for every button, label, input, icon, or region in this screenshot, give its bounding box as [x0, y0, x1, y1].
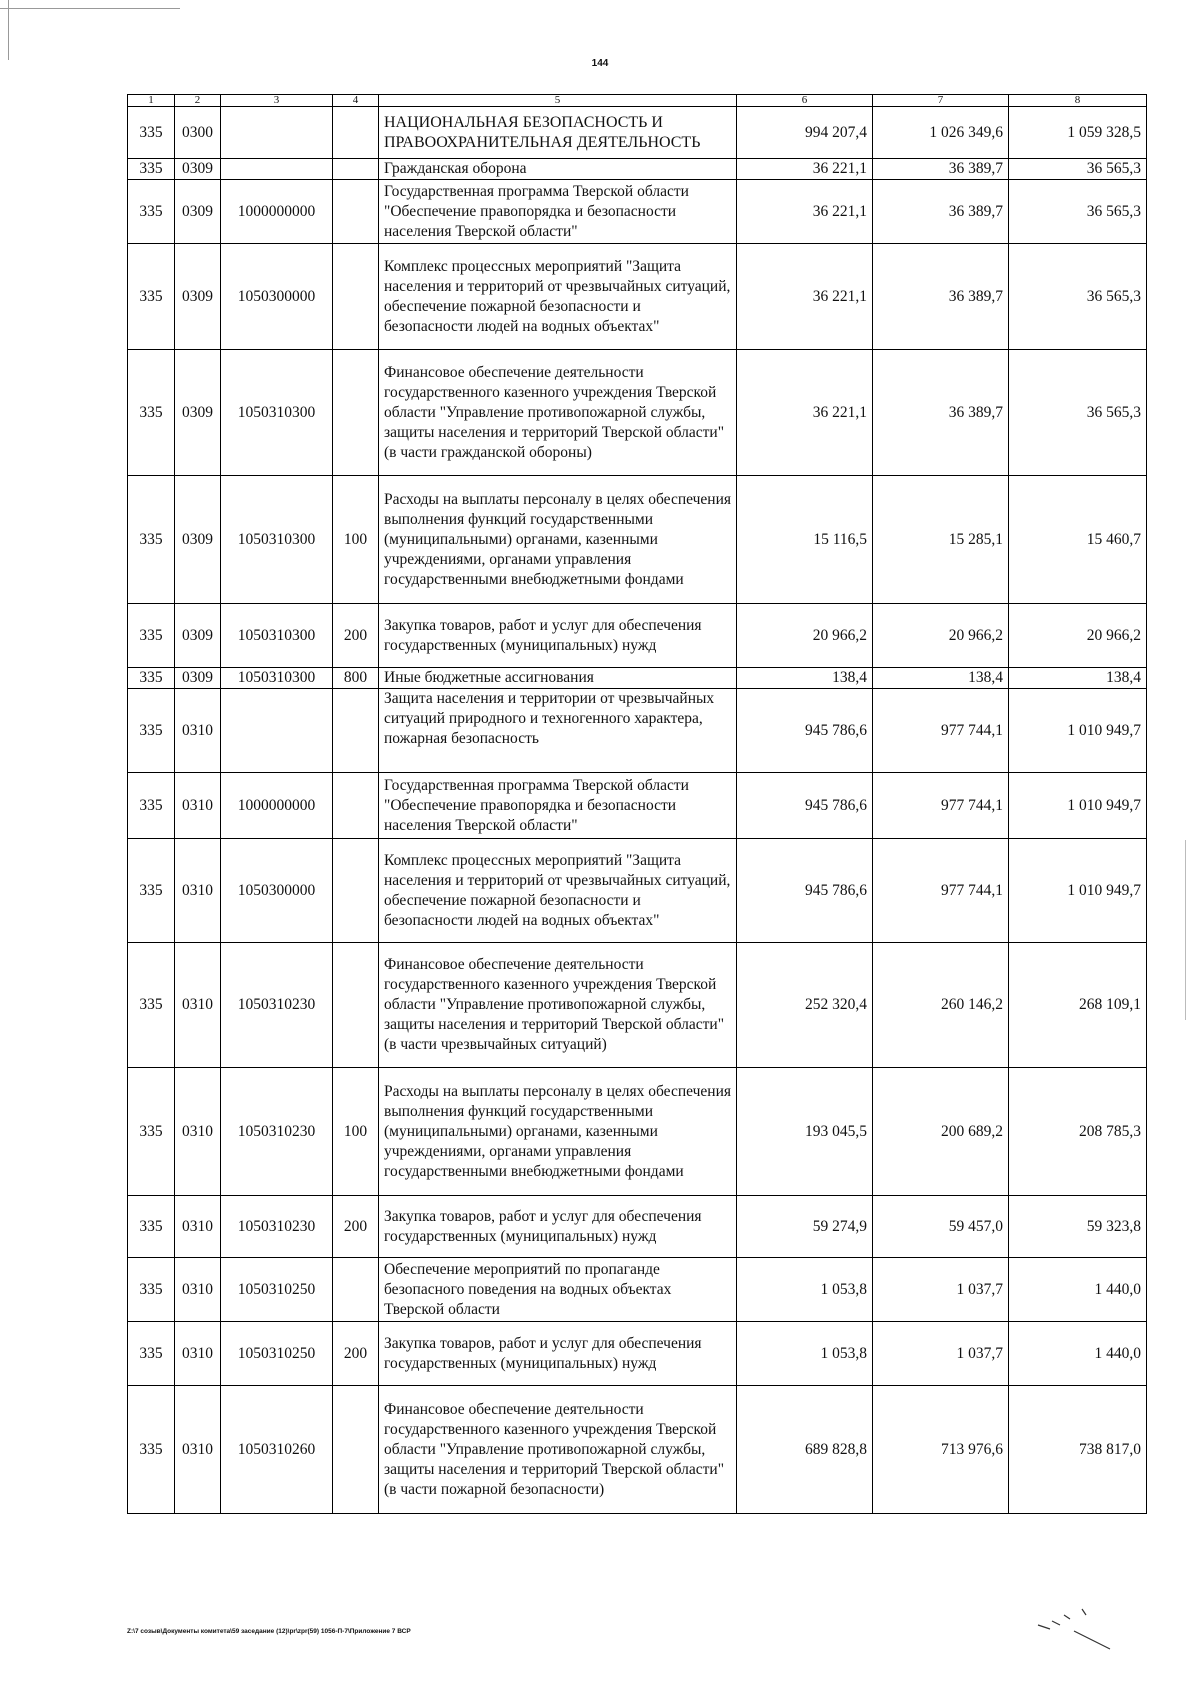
cell-department: 335 [128, 773, 175, 839]
cell-target-article: 1050310250 [221, 1322, 333, 1386]
column-header: 7 [873, 95, 1009, 107]
cell-year-3: 208 785,3 [1009, 1068, 1147, 1196]
cell-department: 335 [128, 476, 175, 604]
cell-department: 335 [128, 604, 175, 668]
table-row [128, 668, 1147, 689]
cell-department: 335 [128, 350, 175, 476]
cell-year-3: 138,4 [1009, 668, 1147, 689]
cell-year-3: 36 565,3 [1009, 159, 1147, 180]
cell-section: 0310 [175, 689, 221, 773]
signature-mark [1030, 1595, 1120, 1655]
cell-year-3: 20 966,2 [1009, 604, 1147, 668]
cell-expense-type: 800 [333, 668, 379, 689]
cell-department: 335 [128, 1068, 175, 1196]
cell-department: 335 [128, 107, 175, 159]
cell-year-2: 59 457,0 [873, 1196, 1009, 1258]
cell-target-article: 1050310300 [221, 350, 333, 476]
cell-target-article: 1050310250 [221, 1258, 333, 1322]
cell-year-1: 36 221,1 [737, 244, 873, 350]
cell-year-1: 15 116,5 [737, 476, 873, 604]
cell-year-1: 689 828,8 [737, 1386, 873, 1514]
cell-year-3: 268 109,1 [1009, 943, 1147, 1068]
cell-department: 335 [128, 943, 175, 1068]
cell-section: 0309 [175, 350, 221, 476]
cell-name: Финансовое обеспечение деятельности государственного казенного учреждения Тверской области "Управление противопожарной службы, защиты населения и территорий Тверской области" (в части чрезвычайных ситуаций) [379, 943, 737, 1068]
cell-target-article: 1050310230 [221, 1196, 333, 1258]
cell-year-2: 977 744,1 [873, 839, 1009, 943]
cell-year-2: 977 744,1 [873, 773, 1009, 839]
column-number-row [128, 95, 1147, 107]
cell-expense-type [333, 159, 379, 180]
cell-year-3: 1 010 949,7 [1009, 839, 1147, 943]
cell-section: 0310 [175, 1322, 221, 1386]
cell-section: 0310 [175, 1068, 221, 1196]
cell-year-2: 1 037,7 [873, 1258, 1009, 1322]
cell-name: Государственная программа Тверской области "Обеспечение правопорядка и безопасности населения Тверской области" [379, 773, 737, 839]
column-header: 2 [175, 95, 221, 107]
cell-target-article: 1050300000 [221, 839, 333, 943]
cell-year-3: 1 440,0 [1009, 1322, 1147, 1386]
cell-target-article [221, 107, 333, 159]
cell-year-1: 59 274,9 [737, 1196, 873, 1258]
table-row [128, 1322, 1147, 1386]
table-row [128, 689, 1147, 773]
cell-department: 335 [128, 1386, 175, 1514]
cell-name: Комплекс процессных мероприятий "Защита населения и территорий от чрезвычайных ситуаций, обеспечение пожарной безопасности и безопасности людей на водных объектах" [379, 244, 737, 350]
cell-name: НАЦИОНАЛЬНАЯ БЕЗОПАСНОСТЬ И ПРАВООХРАНИТЕЛЬНАЯ ДЕЯТЕЛЬНОСТЬ [379, 107, 737, 159]
cell-target-article: 1000000000 [221, 773, 333, 839]
cell-year-1: 1 053,8 [737, 1322, 873, 1386]
cell-expense-type: 200 [333, 604, 379, 668]
scan-line-right [1185, 840, 1186, 1020]
budget-table [127, 94, 1147, 1514]
cell-year-2: 977 744,1 [873, 689, 1009, 773]
cell-name: Финансовое обеспечение деятельности государственного казенного учреждения Тверской области "Управление противопожарной службы, защиты населения и территорий Тверской области" (в части гражданской обороны) [379, 350, 737, 476]
column-header: 1 [128, 95, 175, 107]
table-row [128, 159, 1147, 180]
cell-target-article: 1050310300 [221, 668, 333, 689]
cell-year-2: 20 966,2 [873, 604, 1009, 668]
table-row [128, 1196, 1147, 1258]
column-header: 4 [333, 95, 379, 107]
cell-expense-type [333, 107, 379, 159]
column-header: 5 [379, 95, 737, 107]
cell-year-1: 994 207,4 [737, 107, 873, 159]
cell-year-2: 200 689,2 [873, 1068, 1009, 1196]
cell-name: Расходы на выплаты персоналу в целях обеспечения выполнения функций государственными (муниципальными) органами, казенными учреждениями, органами управления государственными внебюджетными фондами [379, 476, 737, 604]
cell-name: Государственная программа Тверской области "Обеспечение правопорядка и безопасности населения Тверской области" [379, 180, 737, 244]
cell-expense-type [333, 839, 379, 943]
cell-year-2: 36 389,7 [873, 180, 1009, 244]
table-row [128, 943, 1147, 1068]
cell-year-2: 15 285,1 [873, 476, 1009, 604]
cell-expense-type: 100 [333, 1068, 379, 1196]
page-number: 144 [591, 58, 609, 69]
cell-department: 335 [128, 159, 175, 180]
cell-year-3: 738 817,0 [1009, 1386, 1147, 1514]
table-row [128, 244, 1147, 350]
cell-target-article: 1050310300 [221, 604, 333, 668]
cell-section: 0310 [175, 773, 221, 839]
cell-year-1: 945 786,6 [737, 689, 873, 773]
cell-year-1: 36 221,1 [737, 159, 873, 180]
cell-year-1: 252 320,4 [737, 943, 873, 1068]
scan-line-top [0, 8, 180, 9]
cell-section: 0309 [175, 159, 221, 180]
cell-year-1: 1 053,8 [737, 1258, 873, 1322]
cell-section: 0309 [175, 476, 221, 604]
cell-year-3: 1 010 949,7 [1009, 689, 1147, 773]
cell-expense-type [333, 689, 379, 773]
cell-expense-type: 200 [333, 1322, 379, 1386]
cell-section: 0309 [175, 180, 221, 244]
table-row [128, 1258, 1147, 1322]
cell-department: 335 [128, 839, 175, 943]
cell-year-3: 1 010 949,7 [1009, 773, 1147, 839]
cell-year-2: 36 389,7 [873, 350, 1009, 476]
table-row [128, 350, 1147, 476]
cell-expense-type [333, 1386, 379, 1514]
cell-name: Закупка товаров, работ и услуг для обеспечения государственных (муниципальных) нужд [379, 1322, 737, 1386]
cell-name: Закупка товаров, работ и услуг для обеспечения государственных (муниципальных) нужд [379, 604, 737, 668]
cell-year-3: 36 565,3 [1009, 180, 1147, 244]
cell-section: 0309 [175, 604, 221, 668]
cell-year-1: 945 786,6 [737, 839, 873, 943]
cell-year-2: 36 389,7 [873, 244, 1009, 350]
cell-name: Финансовое обеспечение деятельности государственного казенного учреждения Тверской области "Управление противопожарной службы, защиты населения и территорий Тверской области" (в части пожарной безопасности) [379, 1386, 737, 1514]
cell-year-1: 945 786,6 [737, 773, 873, 839]
cell-target-article: 1050310260 [221, 1386, 333, 1514]
cell-name: Обеспечение мероприятий по пропаганде безопасного поведения на водных объектах Тверской области [379, 1258, 737, 1322]
cell-section: 0310 [175, 1196, 221, 1258]
cell-name: Комплекс процессных мероприятий "Защита населения и территорий от чрезвычайных ситуаций, обеспечение пожарной безопасности и безопасности людей на водных объектах" [379, 839, 737, 943]
cell-year-2: 138,4 [873, 668, 1009, 689]
cell-name: Иные бюджетные ассигнования [379, 668, 737, 689]
scan-line-left [8, 0, 9, 60]
cell-year-1: 36 221,1 [737, 350, 873, 476]
cell-department: 335 [128, 689, 175, 773]
table-row [128, 604, 1147, 668]
cell-target-article [221, 159, 333, 180]
cell-target-article: 1050300000 [221, 244, 333, 350]
cell-name: Расходы на выплаты персоналу в целях обеспечения выполнения функций государственными (муниципальными) органами, казенными учреждениями, органами управления государственными внебюджетными фондами [379, 1068, 737, 1196]
cell-department: 335 [128, 1258, 175, 1322]
cell-target-article: 1000000000 [221, 180, 333, 244]
cell-expense-type [333, 244, 379, 350]
cell-target-article: 1050310230 [221, 943, 333, 1068]
cell-year-3: 36 565,3 [1009, 350, 1147, 476]
cell-year-2: 260 146,2 [873, 943, 1009, 1068]
cell-expense-type [333, 773, 379, 839]
cell-section: 0310 [175, 943, 221, 1068]
cell-year-3: 1 440,0 [1009, 1258, 1147, 1322]
table-row [128, 476, 1147, 604]
cell-name: Закупка товаров, работ и услуг для обеспечения государственных (муниципальных) нужд [379, 1196, 737, 1258]
cell-year-3: 59 323,8 [1009, 1196, 1147, 1258]
cell-department: 335 [128, 1196, 175, 1258]
cell-expense-type: 100 [333, 476, 379, 604]
cell-target-article [221, 689, 333, 773]
cell-section: 0310 [175, 839, 221, 943]
cell-target-article: 1050310300 [221, 476, 333, 604]
cell-section: 0310 [175, 1386, 221, 1514]
cell-expense-type: 200 [333, 1196, 379, 1258]
table-row [128, 1068, 1147, 1196]
cell-year-2: 1 026 349,6 [873, 107, 1009, 159]
table-row [128, 839, 1147, 943]
cell-department: 335 [128, 1322, 175, 1386]
cell-year-2: 36 389,7 [873, 159, 1009, 180]
cell-year-1: 138,4 [737, 668, 873, 689]
cell-year-1: 36 221,1 [737, 180, 873, 244]
cell-department: 335 [128, 668, 175, 689]
cell-year-3: 36 565,3 [1009, 244, 1147, 350]
cell-department: 335 [128, 244, 175, 350]
cell-year-2: 1 037,7 [873, 1322, 1009, 1386]
column-header: 8 [1009, 95, 1147, 107]
table-row [128, 773, 1147, 839]
cell-year-1: 20 966,2 [737, 604, 873, 668]
table-body [128, 107, 1147, 1514]
cell-expense-type [333, 1258, 379, 1322]
cell-section: 0309 [175, 668, 221, 689]
cell-year-2: 713 976,6 [873, 1386, 1009, 1514]
table-row [128, 107, 1147, 159]
cell-expense-type [333, 180, 379, 244]
cell-year-3: 15 460,7 [1009, 476, 1147, 604]
cell-name: Гражданская оборона [379, 159, 737, 180]
cell-target-article: 1050310230 [221, 1068, 333, 1196]
cell-year-3: 1 059 328,5 [1009, 107, 1147, 159]
column-header: 3 [221, 95, 333, 107]
cell-year-1: 193 045,5 [737, 1068, 873, 1196]
table-row [128, 180, 1147, 244]
cell-expense-type [333, 350, 379, 476]
cell-section: 0309 [175, 244, 221, 350]
cell-section: 0300 [175, 107, 221, 159]
footer-file-path: Z:\7 созыв\Документы комитета\59 заседание (12)\pr\zpr(59) 1056-П-7\Приложение 7 ВСР [127, 1628, 411, 1635]
column-header: 6 [737, 95, 873, 107]
cell-name: Защита населения и территории от чрезвычайных ситуаций природного и техногенного характера, пожарная безопасность [379, 689, 737, 773]
cell-section: 0310 [175, 1258, 221, 1322]
table-row [128, 1386, 1147, 1514]
cell-department: 335 [128, 180, 175, 244]
cell-expense-type [333, 943, 379, 1068]
